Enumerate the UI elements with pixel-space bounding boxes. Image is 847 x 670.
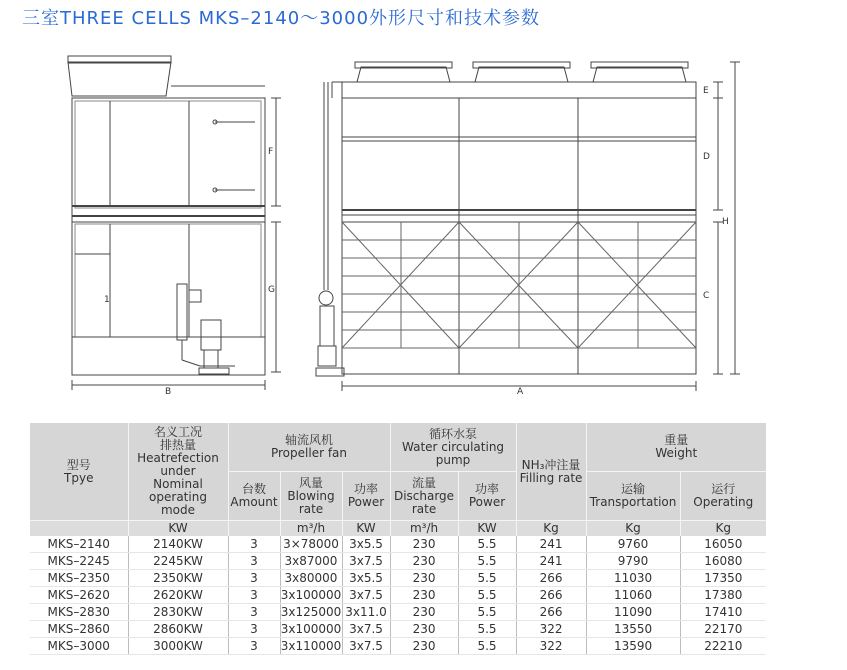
table-cell: 2245KW xyxy=(128,553,228,570)
transport-weight-header: 运输 Transportation xyxy=(586,472,680,521)
table-cell: 3 xyxy=(228,604,280,621)
pump-header: 循环水泵 Water circulating pump xyxy=(390,423,516,472)
table-cell: MKS–2245 xyxy=(30,553,128,570)
dim-label-a: A xyxy=(517,387,524,397)
table-cell: MKS–2860 xyxy=(30,621,128,638)
table-cell: 3x87000 xyxy=(280,553,342,570)
table-cell: 11030 xyxy=(586,570,680,587)
table-cell: 3 xyxy=(228,638,280,655)
dim-label-c: C xyxy=(703,291,710,301)
table-cell: 2350KW xyxy=(128,570,228,587)
spec-table xyxy=(30,423,766,655)
table-cell: 3x5.5 xyxy=(342,570,390,587)
table-cell: 3x80000 xyxy=(280,570,342,587)
table-cell: MKS–2830 xyxy=(30,604,128,621)
table-cell: 2140KW xyxy=(128,536,228,553)
table-row xyxy=(30,621,766,638)
table-cell: 3 xyxy=(228,621,280,638)
table-cell: 5.5 xyxy=(458,621,516,638)
table-cell: 22210 xyxy=(680,638,766,655)
table-cell: MKS–3000 xyxy=(30,638,128,655)
unit-cell: KW xyxy=(458,521,516,537)
dim-label-f: F xyxy=(268,147,274,157)
table-cell: 2830KW xyxy=(128,604,228,621)
unit-cell: m³/h xyxy=(280,521,342,537)
table-cell: 16050 xyxy=(680,536,766,553)
filling-header: NH₃冲注量 Filling rate xyxy=(516,423,586,521)
heat-header: 名义工况 排热量 Heatrefection under Nominal operating mode xyxy=(128,423,228,521)
type-header: 型号 Tpye xyxy=(30,423,128,521)
table-cell: 2620KW xyxy=(128,587,228,604)
table-cell: 322 xyxy=(516,621,586,638)
table-cell: 230 xyxy=(390,621,458,638)
table-cell: 5.5 xyxy=(458,604,516,621)
table-cell: 230 xyxy=(390,553,458,570)
table-row xyxy=(30,604,766,621)
table-cell: 2860KW xyxy=(128,621,228,638)
table-cell: 266 xyxy=(516,570,586,587)
page-title: 三室THREE CELLS MKS–2140～3000外形尺寸和技术参数 xyxy=(22,8,541,29)
discharge-header: 流量 Discharge rate xyxy=(390,472,458,521)
unit-cell: KW xyxy=(128,521,228,537)
table-row xyxy=(30,638,766,655)
table-cell: 241 xyxy=(516,536,586,553)
dim-label-b: B xyxy=(165,387,172,397)
table-cell: MKS–2140 xyxy=(30,536,128,553)
table-cell: 3x125000 xyxy=(280,604,342,619)
qty-header: 台数 Amount xyxy=(228,472,280,521)
unit-cell: Kg xyxy=(680,521,766,537)
front-view xyxy=(316,62,740,391)
table-cell: 3x11.0 xyxy=(342,604,390,621)
table-cell: 16080 xyxy=(680,553,766,570)
table-cell: 13550 xyxy=(586,621,680,638)
table-cell: 3×78000 xyxy=(280,536,342,553)
unit-cell: KW xyxy=(342,521,390,537)
table-row xyxy=(30,570,766,587)
table-cell: 266 xyxy=(516,587,586,604)
table-row xyxy=(30,553,766,570)
blow-header: 风量 Blowing rate xyxy=(280,472,342,521)
table-cell: 230 xyxy=(390,638,458,655)
units-row xyxy=(30,521,766,537)
table-cell: MKS–2350 xyxy=(30,570,128,587)
table-cell: 22170 xyxy=(680,621,766,638)
unit-cell: Kg xyxy=(586,521,680,537)
table-cell: 5.5 xyxy=(458,553,516,570)
table-cell: 230 xyxy=(390,587,458,604)
table-cell: 322 xyxy=(516,638,586,655)
table-cell: 230 xyxy=(390,604,458,621)
operating-weight-header: 运行 Operating xyxy=(680,472,766,521)
table-cell: 3 xyxy=(228,587,280,604)
table-cell: 17350 xyxy=(680,570,766,587)
unit-cell: m³/h xyxy=(390,521,458,537)
table-cell: 3x7.5 xyxy=(342,621,390,638)
table-cell: 3 xyxy=(228,536,280,553)
table-cell: 17380 xyxy=(680,587,766,604)
dim-label-d: D xyxy=(703,152,710,162)
table-cell: 3x7.5 xyxy=(342,553,390,570)
table-cell: 241 xyxy=(516,553,586,570)
dim-label-g: G xyxy=(268,285,275,295)
fan-power-header: 功率 Power xyxy=(342,472,390,521)
side-view xyxy=(68,56,281,390)
table-cell: 266 xyxy=(516,604,586,621)
table-cell: MKS–2620 xyxy=(30,587,128,604)
weight-header: 重量 Weight xyxy=(586,423,766,472)
unit-cell: Kg xyxy=(516,521,586,537)
table-cell: 11090 xyxy=(586,604,680,621)
table-cell: 3 xyxy=(228,553,280,570)
table-cell: 5.5 xyxy=(458,536,516,553)
table-cell: 3x7.5 xyxy=(342,638,390,655)
dim-label-h: H xyxy=(722,217,729,227)
table-cell: 5.5 xyxy=(458,587,516,604)
table-cell: 5.5 xyxy=(458,638,516,655)
table-cell: 3x110000 xyxy=(280,638,342,653)
table-cell: 9790 xyxy=(586,553,680,570)
table-row xyxy=(30,587,766,604)
dim-label-1: 1 xyxy=(104,295,110,305)
table-cell: 3 xyxy=(228,570,280,587)
dim-label-e: E xyxy=(703,86,709,96)
table-cell: 230 xyxy=(390,570,458,587)
table-cell: 13590 xyxy=(586,638,680,655)
table-body xyxy=(30,536,766,655)
table-cell: 11060 xyxy=(586,587,680,604)
table-cell: 3000KW xyxy=(128,638,228,655)
dimension-drawing xyxy=(0,30,847,400)
table-cell: 3x7.5 xyxy=(342,587,390,604)
pump-power-header: 功率 Power xyxy=(458,472,516,521)
table-cell: 3x100000 xyxy=(280,587,342,602)
table-cell: 230 xyxy=(390,536,458,553)
table-cell: 3x100000 xyxy=(280,621,342,636)
table-cell: 3x5.5 xyxy=(342,536,390,553)
table-cell: 5.5 xyxy=(458,570,516,587)
table-row xyxy=(30,536,766,553)
fan-header: 轴流风机 Propeller fan xyxy=(228,423,390,472)
table-cell: 9760 xyxy=(586,536,680,553)
table-cell: 17410 xyxy=(680,604,766,621)
